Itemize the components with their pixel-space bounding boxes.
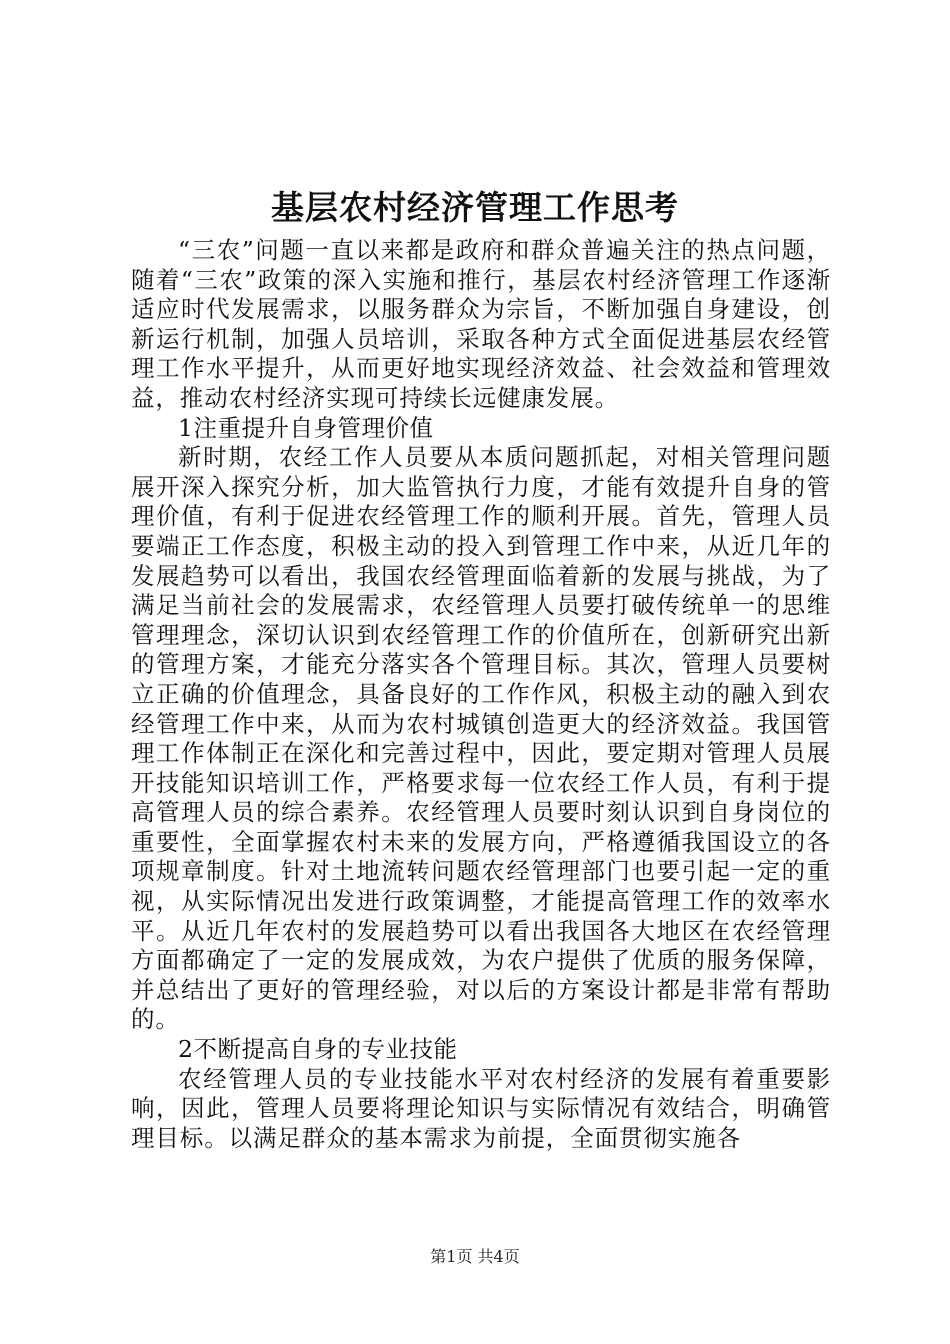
section-2-paragraph: 农经管理人员的专业技能水平对农村经济的发展有着重要影响，因此，管理人员要将理论知识与实际情况有效结合，明确管理目标。以满足群众的基本需求为前提，全面贯彻实施各 xyxy=(131,1064,831,1152)
page-number-footer: 第1页 共4页 xyxy=(430,1247,520,1266)
section-1-paragraph: 新时期，农经工作人员要从本质问题抓起，对相关管理问题展开深入探究分析，加大监管执行力度，才能有效提升自身的管理价值，有利于促进农经管理工作的顺利开展。首先，管理人员要端正工作态度，积极主动的投入到管理工作中来，从近几年的发展趋势可以看出，我国农经管理面临着新的发展与挑战，为了满足当前社会的发展需求，农经管理人员要打破传统单一的思维管理理念，深切认识到农经管理工作的价值所在，创新研究出新的管理方案，才能充分落实各个管理目标。其次，管理人员要树立正确的价值理念，具备良好的工作作风，积极主动的融入到农经管理工作中来，从而为农村城镇创造更大的经济效益。我国管理工作体制正在深化和完善过程中，因此，要定期对管理人员展开技能知识培训工作，严格要求每一位农经工作人员，有利于提高管理人员的综合素养。农经管理人员要时刻认识到自身岗位的重要性，全面掌握农村未来的发展方向，严格遵循我国设立的各项规章制度。针对土地流转问题农经管理部门也要引起一定的重视，从实际情况出发进行政策调整，才能提高管理工作的效率水平。从近几年农村的发展趋势可以看出我国各大地区在农经管理方面都确定了一定的发展成效，为农户提供了优质的服务保障，并总结出了更好的管理经验，对以后的方案设计都是非常有帮助的。 xyxy=(131,443,831,1034)
section-1-heading: 1注重提升自身管理价值 xyxy=(178,413,434,442)
section-2-heading: 2不断提高自身的专业技能 xyxy=(178,1035,458,1064)
document-body xyxy=(131,236,831,1153)
intro-paragraph: “三农”问题一直以来都是政府和群众普遍关注的热点问题，随着“三农”政策的深入实施和推行，基层农村经济管理工作逐渐适应时代发展需求，以服务群众为宗旨，不断加强自身建设，创新运行机制，加强人员培训，采取各种方式全面促进基层农经管理工作水平提升，从而更好地实现经济效益、社会效益和管理效益，推动农村经济实现可持续长远健康发展。 xyxy=(131,236,831,412)
document-title: 基层农村经济管理工作思考 xyxy=(271,188,679,227)
